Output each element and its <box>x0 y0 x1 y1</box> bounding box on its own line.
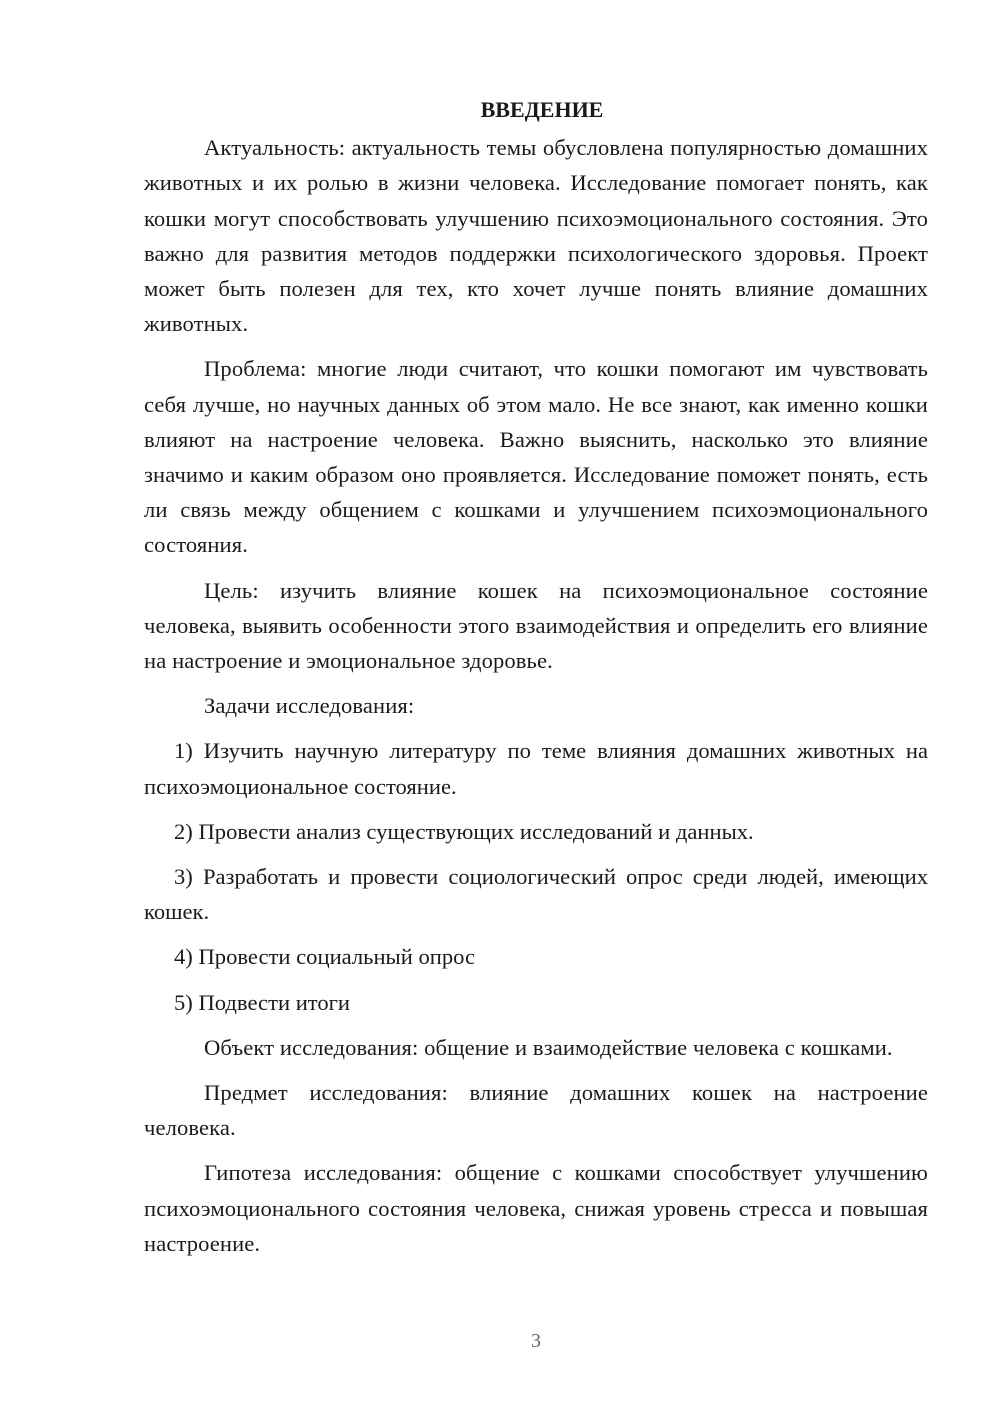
task-item: 2) Провести анализ существующих исследований и данных. <box>174 818 754 844</box>
object-paragraph: Объект исследования: общение и взаимодействие человека с кошками. <box>204 1034 893 1060</box>
task-item: 1) Изучить научную литературу по теме влияния домашних животных на психоэмоциональное состояние. <box>144 738 928 799</box>
tasks-heading: Задачи исследования: <box>204 693 415 719</box>
page-body <box>144 92 928 1271</box>
task-item: 4) Провести социальный опрос <box>174 944 476 970</box>
task-item: 3) Разработать и провести социологический опрос среди людей, имеющих кошек. <box>144 864 928 925</box>
section-heading: ВВЕДЕНИЕ <box>480 97 604 122</box>
goal-paragraph: Цель: изучить влияние кошек на психоэмоциональное состояние человека, выявить особенности этого взаимодействия и определить его влияние на настроение и эмоциональное здоровье. <box>144 577 928 674</box>
hypothesis-paragraph: Гипотеза исследования: общение с кошками способствует улучшению психоэмоционального состояния человека, снижая уровень стресса и повышая настроение. <box>144 1160 928 1256</box>
page-number: 3 <box>531 1330 541 1352</box>
subject-paragraph: Предмет исследования: влияние домашних кошек на настроение человека. <box>144 1080 928 1141</box>
relevance-paragraph: Актуальность: актуальность темы обусловлена популярностью домашних животных и их ролью в жизни человека. Исследование помогает понять, как кошки могут способствовать улучшению психоэмоционального состояния. Это важно для развития методов поддержки психологического здоровья. Проект может быть полезен для тех, кто хочет лучше понять влияние домашних животных. <box>144 135 928 337</box>
problem-paragraph: Проблема: многие люди считают, что кошки помогают им чувствовать себя лучше, но научных данных об этом мало. Не все знают, как именно кошки влияют на настроение человека. Важно выяснить, насколько это влияние значимо и каким образом оно проявляется. Исследование поможет понять, есть ли связь между общением с кошками и улучшением психоэмоционального состояния. <box>144 356 928 558</box>
task-item: 5) Подвести итоги <box>174 989 351 1015</box>
